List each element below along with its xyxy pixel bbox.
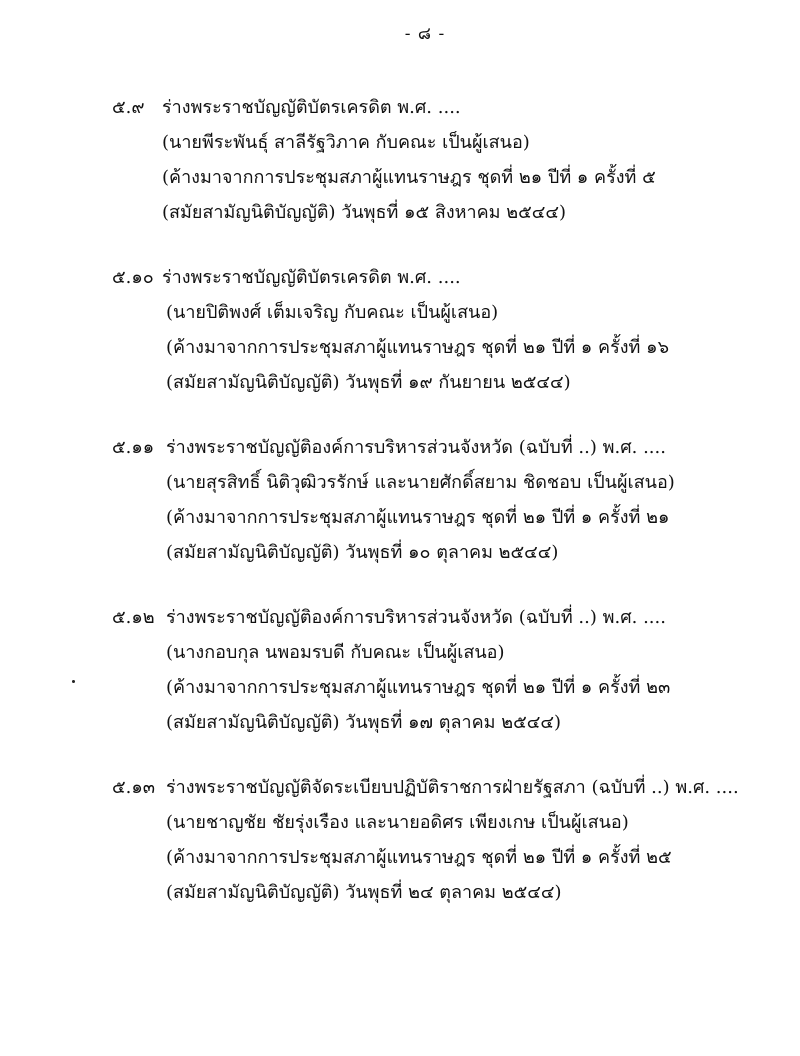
bill-pending-note: (ค้างมาจากการประชุมสภาผู้แทนราษฎร ชุดที่ ๒๑ ปีที่ ๑ ครั้งที่ ๕ (162, 167, 656, 188)
bill-pending-note: (ค้างมาจากการประชุมสภาผู้แทนราษฎร ชุดที่ ๒๑ ปีที่ ๑ ครั้งที่ ๒๑ (166, 507, 670, 528)
bill-title: ร่างพระราชบัญญัติบัตรเครดิต พ.ศ. .... (162, 267, 461, 288)
bill-session-date: (สมัยสามัญนิติบัญญัติ) วันพุธที่ ๑๕ สิงหาคม ๒๕๔๔) (162, 202, 566, 223)
bill-pending-note: (ค้างมาจากการประชุมสภาผู้แทนราษฎร ชุดที่ ๒๑ ปีที่ ๑ ครั้งที่ ๒๓ (166, 677, 671, 698)
bill-session-date: (สมัยสามัญนิติบัญญัติ) วันพุธที่ ๑๐ ตุลาคม ๒๕๔๔) (166, 542, 559, 563)
entry-number: ๕.๑๐ (112, 267, 154, 288)
page-number: - ๘ - (404, 24, 446, 44)
bill-session-date: (สมัยสามัญนิติบัญญัติ) วันพุธที่ ๑๗ ตุลาคม ๒๕๔๔) (166, 712, 561, 733)
bill-session-date: (สมัยสามัญนิติบัญญัติ) วันพุธที่ ๒๔ ตุลาคม ๒๕๔๔) (166, 882, 562, 903)
bill-pending-note: (ค้างมาจากการประชุมสภาผู้แทนราษฎร ชุดที่ ๒๑ ปีที่ ๑ ครั้งที่ ๒๕ (166, 847, 672, 868)
bill-session-date: (สมัยสามัญนิติบัญญัติ) วันพุธที่ ๑๙ กันยายน ๒๕๔๔) (166, 372, 571, 393)
entry-number: ๕.๑๓ (112, 777, 156, 798)
scan-speck (72, 680, 75, 683)
bill-proposer: (นางกอบกุล นพอมรบดี กับคณะ เป็นผู้เสนอ) (166, 642, 505, 663)
bill-proposer: (นายปิติพงศ์ เต็มเจริญ กับคณะ เป็นผู้เสนอ) (166, 302, 499, 323)
bill-title: ร่างพระราชบัญญัติองค์การบริหารส่วนจังหวัด (ฉบับที่ ..) พ.ศ. .... (166, 607, 666, 628)
bill-title: ร่างพระราชบัญญัติจัดระเบียบปฏิบัติราชการฝ่ายรัฐสภา (ฉบับที่ ..) พ.ศ. .... (166, 777, 739, 798)
bill-title: ร่างพระราชบัญญัติบัตรเครดิต พ.ศ. .... (162, 97, 461, 118)
bill-pending-note: (ค้างมาจากการประชุมสภาผู้แทนราษฎร ชุดที่ ๒๑ ปีที่ ๑ ครั้งที่ ๑๖ (166, 337, 669, 358)
bill-proposer: (นายพีระพันธุ์ สาลีรัฐวิภาค กับคณะ เป็นผู้เสนอ) (162, 132, 530, 153)
bill-title: ร่างพระราชบัญญัติองค์การบริหารส่วนจังหวัด (ฉบับที่ ..) พ.ศ. .... (166, 437, 666, 458)
bill-proposer: (นายชาญชัย ชัยรุ่งเรือง และนายอดิศร เพียงเกษ เป็นผู้เสนอ) (166, 812, 629, 833)
bill-proposer: (นายสุรสิทธิ์ นิติวุฒิวรรักษ์ และนายศักดิ์สยาม ชิดชอบ เป็นผู้เสนอ) (166, 472, 675, 493)
entry-number: ๕.๑๒ (112, 607, 155, 628)
entry-number: ๕.๙ (112, 97, 145, 118)
entry-number: ๕.๑๑ (112, 437, 155, 458)
